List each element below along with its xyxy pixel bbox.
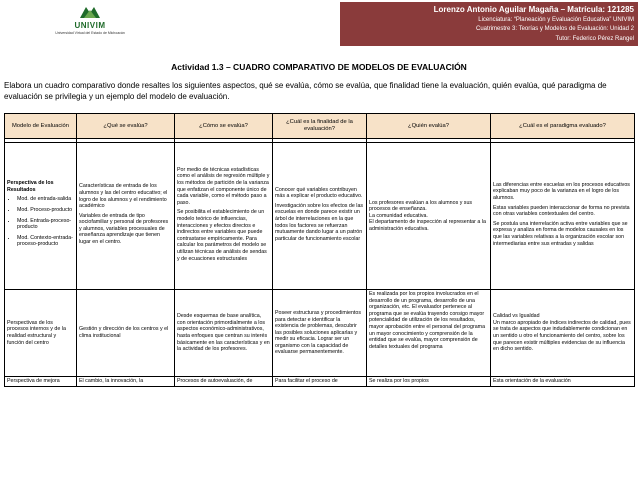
cell-paragraph: Variables de entrada de tipo sociofamiliar y personal de profesores y alumnos, variables procesuales de enseñanza aprendizaje que tienen lugar en el centro.: [79, 212, 169, 246]
university-logo: [50, 4, 130, 44]
term-line: Cuatrimestre 3: Teorías y Modelos de Evaluación: Unidad 2: [476, 26, 634, 32]
tutor-line: Tutor: Federico Pérez Rangel: [555, 36, 634, 42]
list-item: • Mod. Contexto-entrada-proceso-producto: [17, 235, 74, 248]
cell-paragraph: Las diferencias entre escuelas en los procesos educativos explicaban muy poco de la varianza en el logro de los alumnos.: [493, 181, 630, 202]
list-item: • Mod. de entrada-salida: [17, 196, 74, 203]
cell-paragraph: El departamento de inspección al representar a la administración educativa.: [369, 219, 486, 232]
student-banner: [340, 2, 638, 46]
cell-paragraph: Conocer qué variables contribuyen más a explicar el producto educativo.: [275, 186, 363, 200]
list-item: • Mod. Entrada-proceso-producto: [17, 218, 74, 231]
cell-what: El cambio, la innovación, la: [77, 377, 175, 387]
cell-how: [175, 143, 273, 290]
cell-purpose: Poseer estructuras y procedimientos para detectar e identificar la existencia de problemas, descubrir las posibles soluciones aplicarlas y medir su eficacia. Lograr ser un organismo con la capacidad de evaluarse permanentemente.: [273, 290, 367, 377]
header-who: ¿Quién evalúa?: [367, 114, 491, 139]
cell-paragraph: Estas variables pueden interaccionar de forma no prevista con otras variables contextuales del centro.: [493, 204, 630, 218]
model-list: [7, 196, 74, 248]
cell-who: Se realiza por los propios: [367, 377, 491, 387]
table-row: [5, 377, 635, 387]
cell-model: Perspectivas de los procesos internos y de la realidad estructural y función del centro: [5, 290, 77, 377]
cell-what: [77, 143, 175, 290]
logo-text: UNIVIM: [74, 21, 106, 30]
cell-purpose: Para facilitar el proceso de: [273, 377, 367, 387]
cell-purpose: [273, 143, 367, 290]
cell-how: Desde esquemas de base analítica, con orientación primordialmente a los aspectos económico-administrativos, hasta enfoques que centran su interés básicamente en las características y en la actividad de los profesores.: [175, 290, 273, 377]
page-header: [0, 0, 638, 48]
cell-paragraph: Características de entrada de los alumnos y las del centro educativo; el logro de los alumnos y el rendimiento académico: [79, 183, 168, 210]
model-title: Perspectiva de los Resultados: [7, 180, 54, 193]
cell-paragraph: Investigación sobre los efectos de las escuelas en donde parece existir un árbol de interrelaciones en la que todos los factores se refuerzan mutuamente dando lugar a un patrón particular de funcionamiento escolar: [275, 202, 364, 242]
cell-how: Procesos de autoevaluación, de: [175, 377, 273, 387]
cell-what: Gestión y dirección de los centros y el clima institucional: [77, 290, 175, 377]
cell-who: [367, 143, 491, 290]
header-how: ¿Cómo se evalúa?: [175, 114, 273, 139]
cell-paradigm: Calidad vs Igualdad Un marco apropiado de índices indirectos de calidad, pues se trata de aspectos que indudablemente condicionan en un sentido u otro el funcionamiento del centro, sobre los que parecen existir múltiples evidencias de su influencia en dicho sentido.: [491, 290, 635, 377]
header-paradigm: ¿Cuál es el paradigma evaluado?: [491, 114, 635, 139]
cell-paragraph: Los profesores evalúan a los alumnos y sus procesos de enseñanza.: [369, 199, 473, 213]
table-row: [5, 290, 635, 377]
cell-paragraph: Se postula una interrelación activa entre variables que se expresa y analiza en forma de modelos causales en los que las variables relativas a la organización escolar son intermediarias entre sus entradas y salidas: [493, 220, 628, 247]
list-item: • Mod. Proceso-producto: [17, 207, 74, 214]
instructions-paragraph: Elabora un cuadro comparativo donde resaltes los siguientes aspectos, qué se evalúa, cómo se evalúa, que finalidad tiene la evaluación, quién evalúa, qué paradigma de evaluación se privilegia y un ejemplo del modelo de evaluación.: [4, 81, 607, 101]
cell-who: Es realizada por los propios involucrados en el desarrollo de un programa, desarrollo de una organización, etc. El evaluador pertenece al programa que se evalúa trayendo consigo mayor potencialidad de utilización de los resultados, mayor aprobación entre el personal del programa un mayor conocimiento y comprensión de la entidad que se evalúa, mayor comprensión de detalles textuales del programa: [367, 290, 491, 377]
logo-subtitle: Universidad Virtual del Estado de Michoacán: [55, 31, 125, 35]
cell-model: Perspectiva de mejora: [5, 377, 77, 387]
header-model: Modelo de Evaluación: [5, 114, 77, 139]
cell-paragraph: Se posibilita el establecimiento de un modelo teórico de influencias, interacciones y efectos directos e indirectos entre variables que puede contrastarse empíricamente. Para calcular los parámetros del modelo se utilizan técnicas de análisis de sendas y de ecuaciones estructurales: [177, 209, 267, 262]
cell-model: [5, 143, 77, 290]
cell-paradigm: [491, 143, 635, 290]
degree-line: Licenciatura: “Planeación y Evaluación Educativa” UNIVIM: [478, 17, 634, 23]
table-row: [5, 143, 635, 290]
cell-paragraph: Por medio de técnicas estadísticas como el análisis de regresión múltiple y los métodos de partición de la varianza que enfatizan el componente único de cada variable, como el método paso a paso.: [177, 166, 270, 206]
student-name: Lorenzo Antonio Aguilar Magaña – Matrícula: 121285: [433, 5, 634, 14]
comparison-table: [4, 113, 635, 387]
table-header-row: [5, 114, 635, 139]
cell-paradigm: Esta orientación de la evaluación: [491, 377, 635, 387]
cell-paragraph: La comunidad educativa.: [369, 212, 428, 219]
header-what: ¿Qué se evalúa?: [77, 114, 175, 139]
header-purpose: ¿Cuál es la finalidad de la evaluación?: [273, 114, 367, 139]
activity-title: Actividad 1.3 – CUADRO COMPARATIVO DE MODELOS DE EVALUACIÓN: [171, 62, 467, 72]
logo-mark-icon: [78, 4, 102, 20]
